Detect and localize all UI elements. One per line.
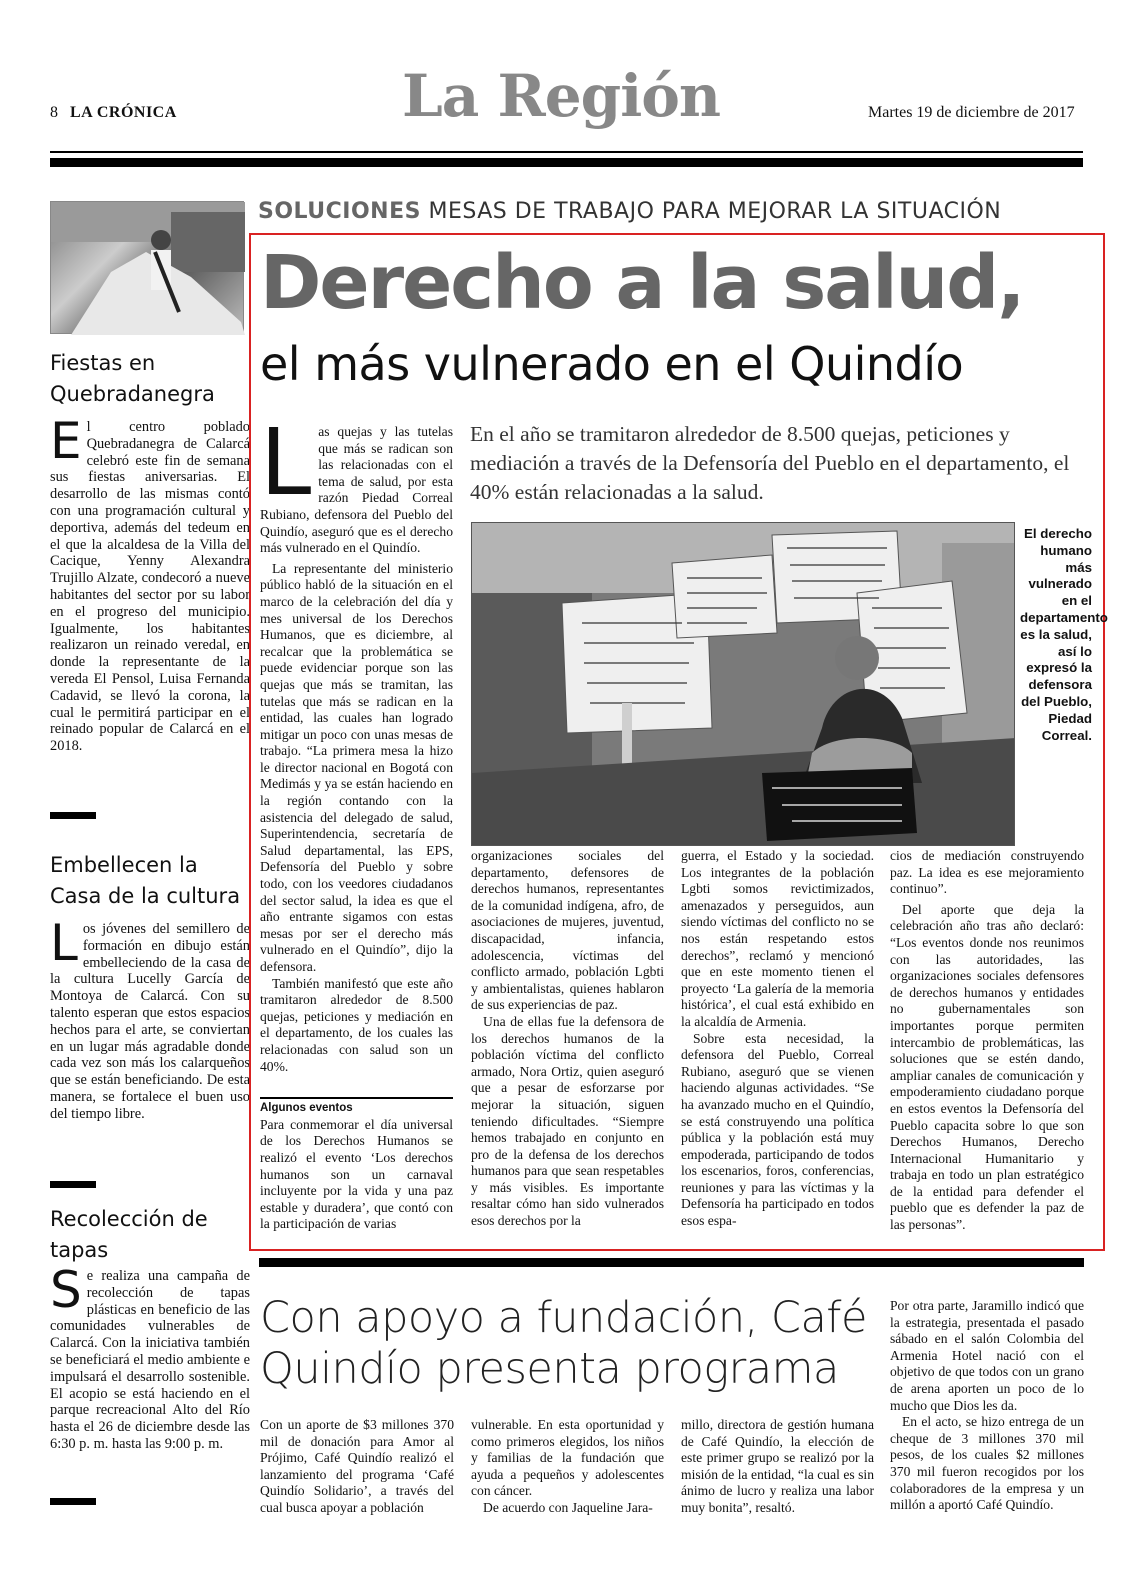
bottom-column-3	[681, 1417, 874, 1517]
paragraph: En el acto, se hizo entrega de un cheque de 3 millones 370 mil pesos, de los cuales $2 millones 370 mil fueron recogidos por los colaboradores de la empresa y un millón a aportó Café Quindío.	[890, 1414, 1084, 1513]
sidebar-item-2	[50, 850, 250, 1123]
kicker-text: MESAS DE TRABAJO PARA MEJORAR LA SITUACIÓN	[428, 199, 1002, 224]
article-column-4	[890, 848, 1084, 1234]
sidebar-item-title: Fiestas en Quebradanegra	[50, 351, 215, 406]
paragraph: organizaciones sociales del departamento, defensores de derechos humanos, representantes de la comunidad indígena, afro, de asociaciones de mujeres, juventud, discapacidad, infancia, adolescencia, víctimas del conflicto armado, población Lgbti y ambientalistas, quienes hablaron de sus experiencias de paz.	[471, 848, 664, 1013]
drop-cap: S	[50, 1261, 82, 1319]
article-column-1	[260, 409, 453, 1233]
sidebar-item-3	[50, 1204, 250, 1453]
article-headline: Derecho a la salud,	[260, 240, 1024, 326]
sidebar-item-text: e realiza una campaña de recolección de tapas plásticas en beneficio de las comunidades vulnerables de Calarcá. Con la iniciativa también se beneficiará el medio ambiente e impulsará el desarrollo sostenible. El acopio se está haciendo en el parque recreacional Alto del Río hasta el 26 de diciembre desde las 6:30 p. m. hasta las 9:00 p. m.	[50, 1268, 250, 1452]
bottom-article-headline: Con apoyo a fundación, Café Quindío presenta programa	[260, 1293, 867, 1394]
paragraph: También manifestó que este año tramitaron alrededor de 8.500 quejas, peticiones y mediación en el departamento, de los cuales las relacionadas con salud son un 40%.	[260, 975, 453, 1074]
article-lead: En el año se tramitaron alrededor de 8.500 quejas, peticiones y mediación a través de la Defensoría del Pueblo en el departamento, el 40% están relacionadas a la salud.	[470, 422, 1070, 504]
section-title: La Región	[402, 62, 721, 130]
paragraph: vulnerable. En esta oportunidad y como primeros elegidos, los niños y familias de la fundación que ayuda a pequeños y adolescentes con cáncer.	[471, 1417, 664, 1499]
drop-cap: L	[260, 409, 312, 516]
paragraph: La representante del ministerio público habló de la situación en el marco de la celebración del día y mes universal de los Derechos Humanos, que es diciembre, al recalcar que la problemática se puede evidenciar porque son las quejas que más se tramitan, las tutelas que más se radican en la entidad, las cuales han logrado mitigar un poco con unas mesas de trabajo. “La primera mesa la hizo le director nacional en Bogotá con Medimás y ya se están haciendo en la región contando con la asistencia del delegado de salud, Superintendencia, secretaría de Salud departamental, las EPS, Defensoría del Pueblo y sobre todo, con los veedores ciudadanos del sector salud, la idea es que el año entrante sigamos con estas mesas por ser el derecho más vulnerado en el Quindío”, dijo la defensora.	[260, 560, 453, 974]
sidebar-photo	[50, 201, 244, 334]
sidebar-divider	[50, 812, 96, 819]
paragraph: Con un aporte de $3 millones 370 mil de donación para Amor al Prójimo, Café Quindío realizó el lanzamiento del programa ‘Café Quindío Solidario’, a través del cual busca apoyar a población	[260, 1417, 454, 1515]
section-subhead: Algunos eventos	[260, 1097, 453, 1117]
sidebar-item-title: Recolección de tapas	[50, 1207, 208, 1262]
article-column-3	[681, 848, 874, 1230]
article-column-2	[471, 848, 664, 1230]
page-number: 8	[50, 104, 58, 121]
article-kicker	[258, 199, 1001, 224]
paragraph: millo, directora de gestión humana de Café Quindío, la elección de este primer grupo se realizó por la misión de la entidad, “la cual es sin ánimo de lucro y realiza una labor muy bonita”, resaltó.	[681, 1417, 874, 1515]
paragraph: guerra, el Estado y la sociedad. Los integrantes de la población Lgbti somos revictimizados, amenazados y perseguidos, aun siendo víctimas del conflicto no se nos están respetando estos derechos”, reclamó y mencionó que en este momento tienen el proyecto ‘La galería de la memoria histórica’, el cual está exhibido en la alcaldía de Armenia.	[681, 848, 874, 1029]
sidebar-item-body	[50, 412, 250, 755]
paragraph: De acuerdo con Jaqueline Jara-	[483, 1499, 653, 1515]
paragraph: Por otra parte, Jaramillo indicó que la estrategia, presentada el pasado sábado en el salón Colombia del Armenia Hotel nació con el objetivo de que todos con un grano de arena aporten un poco de lo mucho que Dios les da.	[890, 1298, 1084, 1413]
protest-photo-graphic	[472, 523, 1015, 846]
paragraph: Del aporte que deja la celebración año tras año declaró: “Los eventos donde nos reunimos con las autoridades, las organizaciones sociales defensores de derechos humanos y entidades no gubernamentales son importantes porque permiten intercambio de problemáticas, las soluciones que se estén dando, ampliar canales de comunicación y empoderamiento ciudadano porque en estos eventos la Defensoría del Pueblo capacita sobre lo que son Derechos Humanos, Derecho Internacional Humanitario y trabaja en todo un plan estratégico de la entidad para defender el pueblo que es defender la paz de las personas”.	[890, 901, 1084, 1233]
paragraph: cios de mediación construyendo paz. La idea es ese mejoramiento continuo”.	[890, 848, 1084, 897]
article-photo	[471, 522, 1015, 846]
header-rule-thick	[50, 158, 1083, 167]
bottom-column-4	[890, 1298, 1084, 1514]
newspaper-name: LA CRÓNICA	[70, 104, 177, 121]
sidebar-divider	[50, 1181, 96, 1188]
sidebar-item-text: l centro poblado Quebradanegra de Calarcá celebró este fin de semana sus fiestas aniversarias. El desarrollo de las mismas contó con una programación cultural y deportiva, además del tedeum en el que la alcaldesa de la Villa del Cacique, Yenny Alexandra Trujillo Alzate, condecoró a nueve habitantes del sector por su labor en el progreso del municipio. Igualmente, los habitantes realizaron un reinado veredal, en donde la representante de la vereda El Pensol, Luisa Fernanda Cadavid, se llevó la corona, la cual le permitirá participar en el reinado popular de Calarcá en el 2018.	[50, 419, 250, 755]
article-subheadline: el más vulnerado en el Quindío	[260, 337, 964, 391]
sidebar-item-title: Embellecen la Casa de la cultura	[50, 853, 241, 908]
photo-caption: El derecho humano más vulnerado en el departamento es la salud, así lo expresó la defensora del Pueblo, Piedad Correal.	[1020, 526, 1108, 743]
dancer-photo-graphic	[51, 202, 245, 335]
paragraph: Para conmemorar el día universal de los Derechos Humanos se realizó el evento ‘Los derechos humanos son un carnaval incluyente por la vida y una paz estable y duradera’, que contó con la participación de varias	[260, 1116, 453, 1232]
bottom-column-1	[260, 1417, 454, 1517]
drop-cap: E	[50, 412, 82, 470]
sidebar-item-body	[50, 1261, 250, 1453]
bottom-column-2	[471, 1417, 664, 1517]
paragraph: Una de ellas fue la defensora de los derechos humanos de la población víctima del conflicto armado, Nora Ortiz, quien aseguró que a pesar de esforzarse por mejorar la situación, siguen teniendo dificultades. “Siempre hemos trabajado en conjunto en pro de la defensa de los derechos humanos para que sean respetables y más visibles. Es importante resaltar cómo han sido vulnerados esos derechos por la	[471, 1013, 664, 1229]
sidebar-item-1	[50, 348, 250, 755]
paragraph: as quejas y las tutelas que más se radican son las relacionadas con el tema de salud, por esta razón Piedad Correal Rubiano, defensora del Pueblo del Quindío, aseguró que es el derecho más vulnerado en el Quindío.	[260, 424, 453, 556]
paragraph: Sobre esta necesidad, la defensora del Pueblo, Correal Rubiano, aseguró que se vienen haciendo algunas actividades. “Se ha avanzado mucho en el Quindío, se está construyendo una política pública y la población está muy empoderada, participando de todos los escenarios, foros, conferencias, reuniones y para las víctimas y la Defensoría ha participado en todos esos espa-	[681, 1030, 874, 1229]
sidebar-divider	[50, 1498, 96, 1505]
bottom-article-rule	[259, 1258, 1084, 1267]
kicker-label: SOLUCIONES	[258, 199, 421, 224]
sidebar-item-text: os jóvenes del semillero de formación en dibujo están embelleciendo de la casa de la cultura Lucelly García de Montoya de Calarcá. Con su talento esperan que estos espacios hechos para el arte, se conviertan en un lugar más agradable donde cada vez son más los calarqueños que se están beneficiando. De esta manera, se fortalece el buen uso del tiempo libre.	[50, 921, 250, 1122]
header-rule-thin	[50, 151, 1083, 153]
drop-cap: L	[50, 914, 78, 972]
issue-date: Martes 19 de diciembre de 2017	[868, 104, 1075, 121]
sidebar-item-body	[50, 914, 250, 1123]
